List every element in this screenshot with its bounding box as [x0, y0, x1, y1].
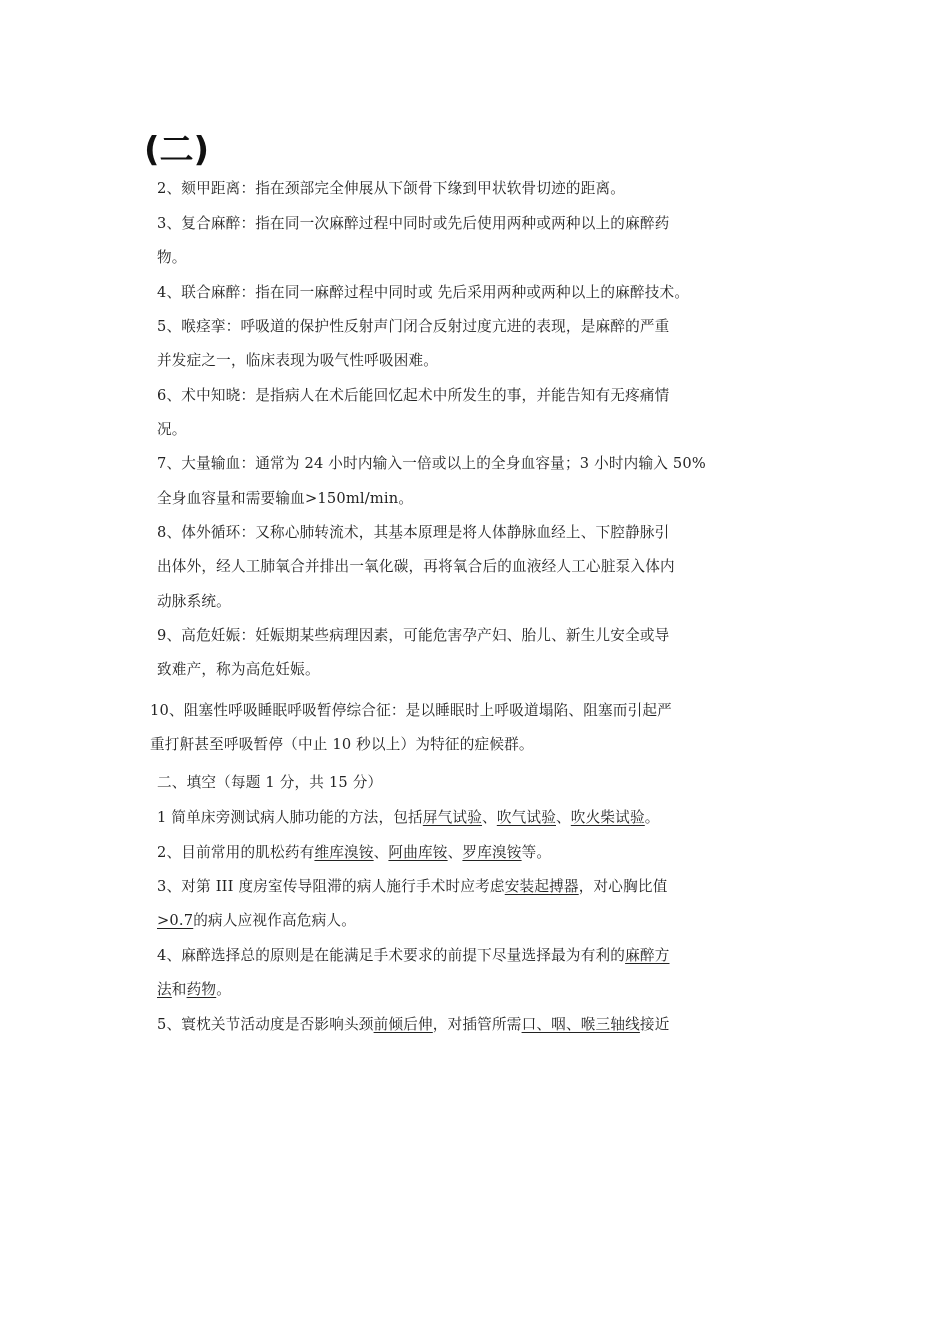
q1-answer-1: 屏气试验 — [422, 809, 483, 826]
q2-answer-3: 罗库溴铵 — [462, 844, 522, 861]
q4-end: 。 — [216, 981, 231, 998]
q5-mid: ，对插管所需 — [432, 1016, 522, 1033]
section-heading: (二) — [144, 130, 210, 170]
fill-question-4-line-1 — [157, 945, 670, 967]
fill-question-3-line-2 — [157, 910, 356, 932]
q5-text: 5、寰枕关节活动度是否影响头颈 — [157, 1016, 374, 1033]
q4-text: 4、麻醉选择总的原则是在能满足手术要求的前提下尽量选择最为有利的 — [157, 947, 626, 964]
q4-answer-2: 药物 — [186, 981, 217, 998]
fill-question-1 — [157, 807, 660, 829]
q2-text: 2、目前常用的肌松药有 — [157, 844, 315, 861]
q4-mid: 和 — [171, 981, 187, 998]
q1-text: 1 简单床旁测试病人肺功能的方法，包括 — [157, 809, 423, 826]
q5-answer-1: 前倾后伸 — [373, 1016, 433, 1033]
fill-question-3-line-1 — [157, 876, 667, 898]
q4-answer-1-part-1: 麻醉方 — [625, 947, 670, 964]
fill-section-title: 二、填空（每题 1 分，共 15 分） — [157, 774, 383, 791]
definition-8-line-2: 出体外，经人工肺氧合并排出一氧化碳，再将氧合后的血液经人工心脏泵入体内 — [157, 558, 675, 575]
q1-end: 。 — [644, 809, 660, 826]
definition-8-line-1: 8、体外循环：又称心肺转流术，其基本原理是将人体静脉血经上、下腔静脉引 — [157, 524, 670, 541]
q5-end: 接近 — [639, 1016, 670, 1033]
definition-8-line-3: 动脉系统。 — [157, 593, 231, 610]
definition-5-line-2: 并发症之一，临床表现为吸气性呼吸困难。 — [157, 352, 439, 369]
definition-10-line-1: 10、阻塞性呼吸睡眠呼吸暂停综合征：是以睡眠时上呼吸道塌陷、阻塞而引起严 — [150, 702, 672, 719]
q3-end: 的病人应视作高危病人。 — [193, 912, 356, 929]
q1-sep-1: 、 — [482, 809, 497, 826]
definition-6-line-1: 6、术中知晓：是指病人在术后能回忆起术中所发生的事，并能告知有无疼痛情 — [157, 387, 670, 404]
definition-9-line-1: 9、高危妊娠：妊娠期某些病理因素，可能危害孕产妇、胎儿、新生儿安全或导 — [157, 627, 670, 644]
q3-mid: ，对心胸比值 — [578, 878, 668, 895]
q5-answer-2: 口、咽、喉三轴线 — [521, 1016, 640, 1033]
definition-10-line-2: 重打鼾甚至呼吸暂停（中止 10 秒以上）为特征的症候群。 — [150, 736, 534, 753]
definition-7-line-2: 全身血容量和需要输血>150ml/min。 — [157, 490, 414, 507]
fill-question-2 — [157, 842, 551, 864]
fill-question-4-line-2 — [157, 979, 231, 1001]
q3-text: 3、对第 III 度房室传导阻滞的病人施行手术时应考虑 — [157, 878, 505, 895]
definition-5-line-1: 5、喉痉挛：呼吸道的保护性反射声门闭合反射过度亢进的表现，是麻醉的严重 — [157, 318, 670, 335]
q1-sep-2: 、 — [556, 809, 571, 826]
definition-7-line-1: 7、大量输血：通常为 24 小时内输入一倍或以上的全身血容量；3 小时内输入 50% — [157, 455, 706, 472]
q3-answer-2: >0.7 — [157, 912, 194, 929]
q2-end: 等。 — [521, 844, 552, 861]
definition-3-line-1: 3、复合麻醉：指在同一次麻醉过程中同时或先后使用两种或两种以上的麻醉药 — [157, 215, 670, 232]
q2-sep-2: 、 — [447, 844, 463, 861]
definition-4: 4、联合麻醉：指在同一麻醉过程中同时或 先后采用两种或两种以上的麻醉技术。 — [157, 284, 690, 301]
q4-answer-1-part-2: 法 — [157, 981, 172, 998]
q2-answer-1: 维库溴铵 — [314, 844, 374, 861]
definition-2: 2、颏甲距离：指在颈部完全伸展从下颌骨下缘到甲状软骨切迹的距离。 — [157, 180, 626, 197]
q2-sep-1: 、 — [373, 844, 389, 861]
fill-question-5 — [157, 1014, 670, 1036]
q3-answer-1: 安装起搏器 — [504, 878, 579, 895]
q1-answer-2: 吹气试验 — [496, 809, 556, 826]
q1-answer-3: 吹火柴试验 — [570, 809, 645, 826]
definition-3-line-2: 物。 — [157, 249, 187, 266]
definition-9-line-2: 致难产，称为高危妊娠。 — [157, 661, 320, 678]
definition-6-line-2: 况。 — [157, 421, 187, 438]
q2-answer-2: 阿曲库铵 — [388, 844, 448, 861]
